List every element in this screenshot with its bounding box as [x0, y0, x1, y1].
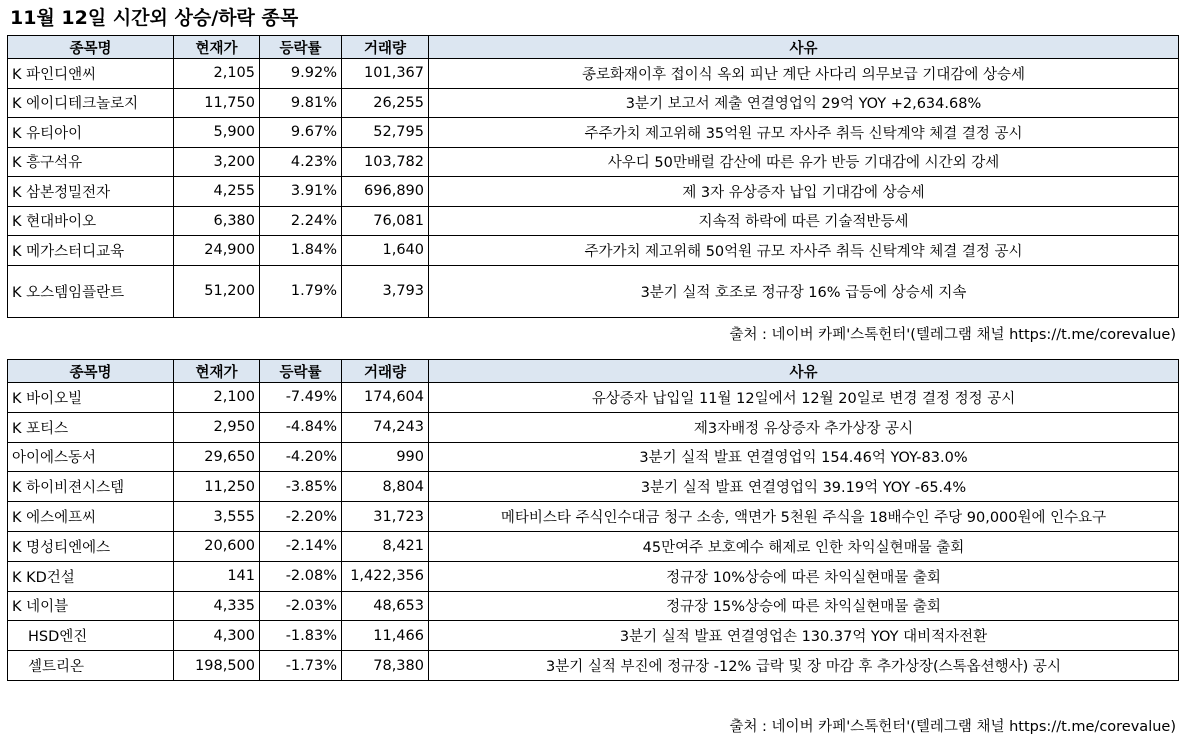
volume-cell: 101,367 — [342, 59, 429, 89]
reason-cell: 3분기 실적 발표 연결영업익 39.19억 YOY -65.4% — [429, 472, 1179, 502]
volume-cell: 74,243 — [342, 412, 429, 442]
reason-cell: 45만여주 보호예수 해제로 인한 차익실현매물 출회 — [429, 531, 1179, 561]
table-row — [8, 383, 1179, 413]
gainers-table — [7, 35, 1179, 318]
reason-cell: 3분기 실적 발표 연결영업손 130.37억 YOY 대비적자전환 — [429, 621, 1179, 651]
reason-cell: 3분기 실적 발표 연결영업익 154.46억 YOY-83.0% — [429, 442, 1179, 472]
losers-table — [7, 359, 1179, 681]
change-rate-cell: 3.91% — [260, 177, 342, 207]
volume-cell: 78,380 — [342, 651, 429, 681]
reason-cell: 주주가치 제고위해 35억원 규모 자사주 취득 신탁계약 체결 결정 공시 — [429, 118, 1179, 148]
volume-cell: 990 — [342, 442, 429, 472]
reason-cell: 3분기 실적 호조로 정규장 16% 급등에 상승세 지속 — [429, 265, 1179, 317]
gainers-header-row — [8, 36, 1179, 59]
change-rate-cell: 9.92% — [260, 59, 342, 89]
change-rate-cell: -2.08% — [260, 561, 342, 591]
table-row — [8, 177, 1179, 207]
reason-cell: 3분기 실적 부진에 정규장 -12% 급락 및 장 마감 후 추가상장(스톡옵션행사) 공시 — [429, 651, 1179, 681]
header-reason: 사유 — [429, 36, 1179, 59]
table-row — [8, 472, 1179, 502]
price-cell: 51,200 — [174, 265, 260, 317]
volume-cell: 696,890 — [342, 177, 429, 207]
reason-cell: 사우디 50만배럴 감산에 따른 유가 반등 기대감에 시간외 강세 — [429, 147, 1179, 177]
price-cell: 11,250 — [174, 472, 260, 502]
stock-name-cell: K KD건설 — [8, 561, 174, 591]
volume-cell: 1,422,356 — [342, 561, 429, 591]
price-cell: 5,900 — [174, 118, 260, 148]
stock-name-cell: K 삼본정밀전자 — [8, 177, 174, 207]
table-row — [8, 118, 1179, 148]
price-cell: 4,255 — [174, 177, 260, 207]
stock-name-cell: 아이에스동서 — [8, 442, 174, 472]
header-volume: 거래량 — [342, 360, 429, 383]
price-cell: 4,335 — [174, 591, 260, 621]
price-cell: 11,750 — [174, 88, 260, 118]
price-cell: 20,600 — [174, 531, 260, 561]
volume-cell: 174,604 — [342, 383, 429, 413]
stock-name-cell: 셀트리온 — [8, 651, 174, 681]
table-row — [8, 236, 1179, 266]
table-row — [8, 88, 1179, 118]
page-title: 11월 12일 시간외 상승/하락 종목 — [10, 7, 299, 29]
reason-cell: 정규장 10%상승에 따른 차익실현매물 출회 — [429, 561, 1179, 591]
stock-name-cell: K 에스에프씨 — [8, 502, 174, 532]
stock-name-cell: HSD엔진 — [8, 621, 174, 651]
header-volume: 거래량 — [342, 36, 429, 59]
table-row — [8, 621, 1179, 651]
price-cell: 141 — [174, 561, 260, 591]
price-cell: 3,555 — [174, 502, 260, 532]
table-row — [8, 59, 1179, 89]
header-name: 종목명 — [8, 36, 174, 59]
stock-name-cell: K 메가스터디교육 — [8, 236, 174, 266]
stock-name-cell: K 흥구석유 — [8, 147, 174, 177]
stock-name-cell: K 유티아이 — [8, 118, 174, 148]
reason-cell: 주가가치 제고위해 50억원 규모 자사주 취득 신탁계약 체결 결정 공시 — [429, 236, 1179, 266]
stock-name-cell: K 하이비젼시스템 — [8, 472, 174, 502]
volume-cell: 8,421 — [342, 531, 429, 561]
change-rate-cell: 2.24% — [260, 206, 342, 236]
price-cell: 3,200 — [174, 147, 260, 177]
losers-body — [8, 383, 1179, 681]
table-row — [8, 147, 1179, 177]
price-cell: 29,650 — [174, 442, 260, 472]
table-row — [8, 651, 1179, 681]
price-cell: 198,500 — [174, 651, 260, 681]
table-row — [8, 561, 1179, 591]
change-rate-cell: -1.83% — [260, 621, 342, 651]
source-note: 출처 : 네이버 카페'스톡헌터'(텔레그램 채널 https://t.me/corevalue) — [729, 327, 1176, 343]
reason-cell: 종로화재이후 접이식 옥외 피난 계단 사다리 의무보급 기대감에 상승세 — [429, 59, 1179, 89]
volume-cell: 48,653 — [342, 591, 429, 621]
change-rate-cell: 1.79% — [260, 265, 342, 317]
stock-name-cell: K 파인디앤씨 — [8, 59, 174, 89]
price-cell: 2,950 — [174, 412, 260, 442]
change-rate-cell: -7.49% — [260, 383, 342, 413]
price-cell: 2,100 — [174, 383, 260, 413]
reason-cell: 유상증자 납입일 11월 12일에서 12월 20일로 변경 결정 정정 공시 — [429, 383, 1179, 413]
price-cell: 6,380 — [174, 206, 260, 236]
stock-name-cell: K 현대바이오 — [8, 206, 174, 236]
stock-name-cell: K 에이디테크놀로지 — [8, 88, 174, 118]
header-price: 현재가 — [174, 36, 260, 59]
volume-cell: 8,804 — [342, 472, 429, 502]
losers-header-row — [8, 360, 1179, 383]
table-row — [8, 531, 1179, 561]
change-rate-cell: -2.20% — [260, 502, 342, 532]
stock-name-cell: K 바이오빌 — [8, 383, 174, 413]
volume-cell: 103,782 — [342, 147, 429, 177]
stock-name-cell: K 오스템임플란트 — [8, 265, 174, 317]
header-price: 현재가 — [174, 360, 260, 383]
change-rate-cell: -2.03% — [260, 591, 342, 621]
volume-cell: 1,640 — [342, 236, 429, 266]
header-change: 등락률 — [260, 36, 342, 59]
table-row — [8, 412, 1179, 442]
stock-name-cell: K 네이블 — [8, 591, 174, 621]
reason-cell: 제 3자 유상증자 납입 기대감에 상승세 — [429, 177, 1179, 207]
table-row — [8, 442, 1179, 472]
header-change: 등락률 — [260, 360, 342, 383]
volume-cell: 3,793 — [342, 265, 429, 317]
reason-cell: 제3자배정 유상증자 추가상장 공시 — [429, 412, 1179, 442]
table-row — [8, 591, 1179, 621]
source-note: 출처 : 네이버 카페'스톡헌터'(텔레그램 채널 https://t.me/corevalue) — [729, 719, 1176, 735]
volume-cell: 76,081 — [342, 206, 429, 236]
price-cell: 4,300 — [174, 621, 260, 651]
volume-cell: 26,255 — [342, 88, 429, 118]
volume-cell: 11,466 — [342, 621, 429, 651]
change-rate-cell: 9.81% — [260, 88, 342, 118]
table-row — [8, 265, 1179, 317]
price-cell: 24,900 — [174, 236, 260, 266]
reason-cell: 정규장 15%상승에 따른 차익실현매물 출회 — [429, 591, 1179, 621]
change-rate-cell: -4.84% — [260, 412, 342, 442]
stock-name-cell: K 포티스 — [8, 412, 174, 442]
change-rate-cell: -2.14% — [260, 531, 342, 561]
reason-cell: 메타비스타 주식인수대금 청구 소송, 액면가 5천원 주식을 18배수인 주당 90,000원에 인수요구 — [429, 502, 1179, 532]
stock-name-cell: K 명성티엔에스 — [8, 531, 174, 561]
change-rate-cell: -3.85% — [260, 472, 342, 502]
reason-cell: 지속적 하락에 따른 기술적반등세 — [429, 206, 1179, 236]
table-row — [8, 206, 1179, 236]
price-cell: 2,105 — [174, 59, 260, 89]
header-name: 종목명 — [8, 360, 174, 383]
gainers-body — [8, 59, 1179, 318]
reason-cell: 3분기 보고서 제출 연결영업익 29억 YOY +2,634.68% — [429, 88, 1179, 118]
change-rate-cell: 9.67% — [260, 118, 342, 148]
change-rate-cell: 1.84% — [260, 236, 342, 266]
volume-cell: 31,723 — [342, 502, 429, 532]
table-row — [8, 502, 1179, 532]
volume-cell: 52,795 — [342, 118, 429, 148]
header-reason: 사유 — [429, 360, 1179, 383]
change-rate-cell: -1.73% — [260, 651, 342, 681]
change-rate-cell: -4.20% — [260, 442, 342, 472]
change-rate-cell: 4.23% — [260, 147, 342, 177]
